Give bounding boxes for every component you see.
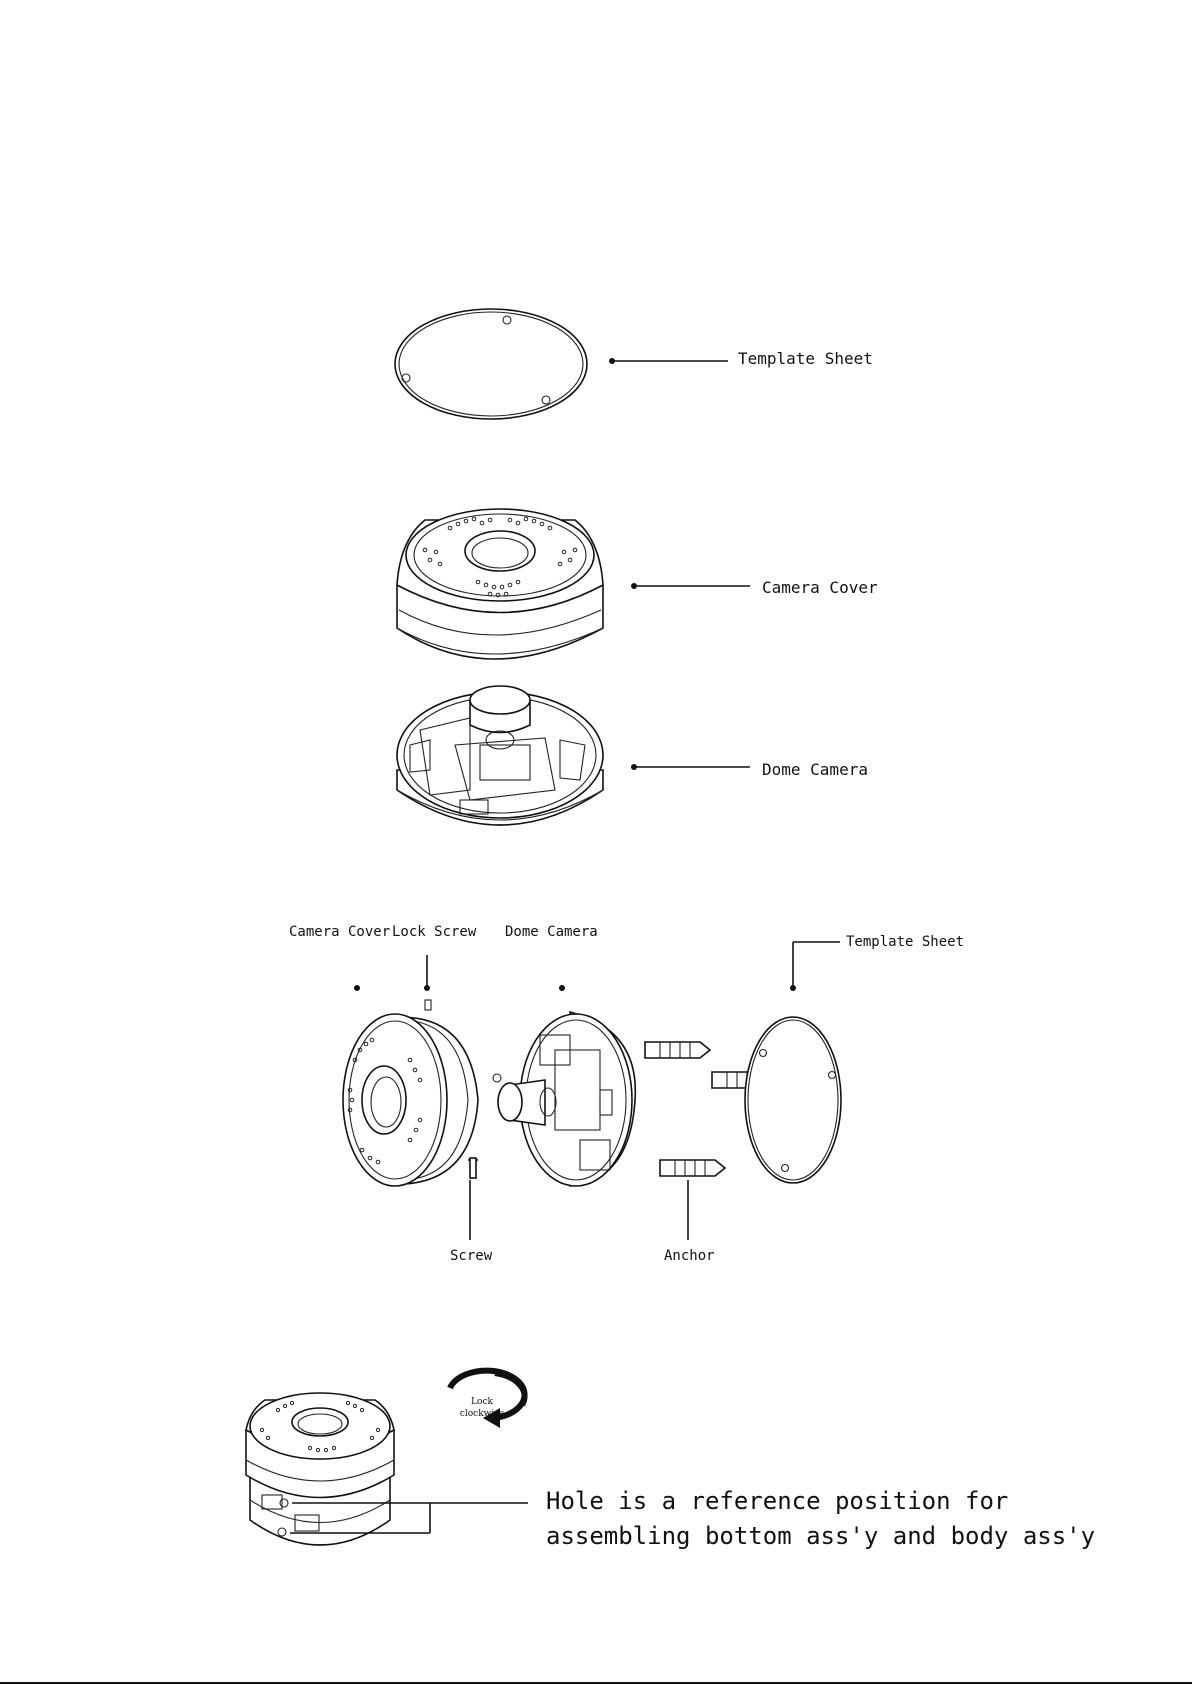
- assembled-camera: [246, 1393, 394, 1545]
- exploded-camera-cover-label: Camera Cover: [289, 924, 391, 940]
- hole-note-line2: assembling bottom ass'y and body ass'y: [546, 1522, 1096, 1550]
- lock-word: Lock: [471, 1397, 493, 1407]
- dome-camera-label: Dome Camera: [762, 760, 868, 779]
- hole-reference-callout: [290, 1487, 1095, 1550]
- lock-clockwise-arrow: [450, 1371, 525, 1428]
- exploded-camera-cover: [343, 1000, 478, 1186]
- exploded-template-sheet-label: Template Sheet: [846, 934, 965, 950]
- camera-cover-label: Camera Cover: [762, 578, 878, 597]
- dome-camera-top: [397, 686, 603, 825]
- exploded-dome-camera-label: Dome Camera: [505, 924, 598, 940]
- dome-camera-callout: [631, 760, 868, 779]
- template-sheet-top: [395, 309, 587, 419]
- camera-cover-top: [397, 509, 603, 659]
- exploded-template-sheet: [745, 1017, 841, 1183]
- exploded-anchor-label: Anchor: [664, 1248, 715, 1264]
- clockwise-word: clockwise: [459, 1409, 505, 1419]
- exploded-screw-label: Screw: [450, 1248, 493, 1264]
- exploded-lock-screw-label: Lock Screw: [392, 924, 477, 940]
- exploded-dome-camera: [493, 1012, 635, 1186]
- template-sheet-callout: [609, 349, 873, 368]
- camera-cover-callout: [631, 578, 878, 597]
- hole-note-line1: Hole is a reference position for: [546, 1487, 1009, 1515]
- template-sheet-label: Template Sheet: [738, 349, 873, 368]
